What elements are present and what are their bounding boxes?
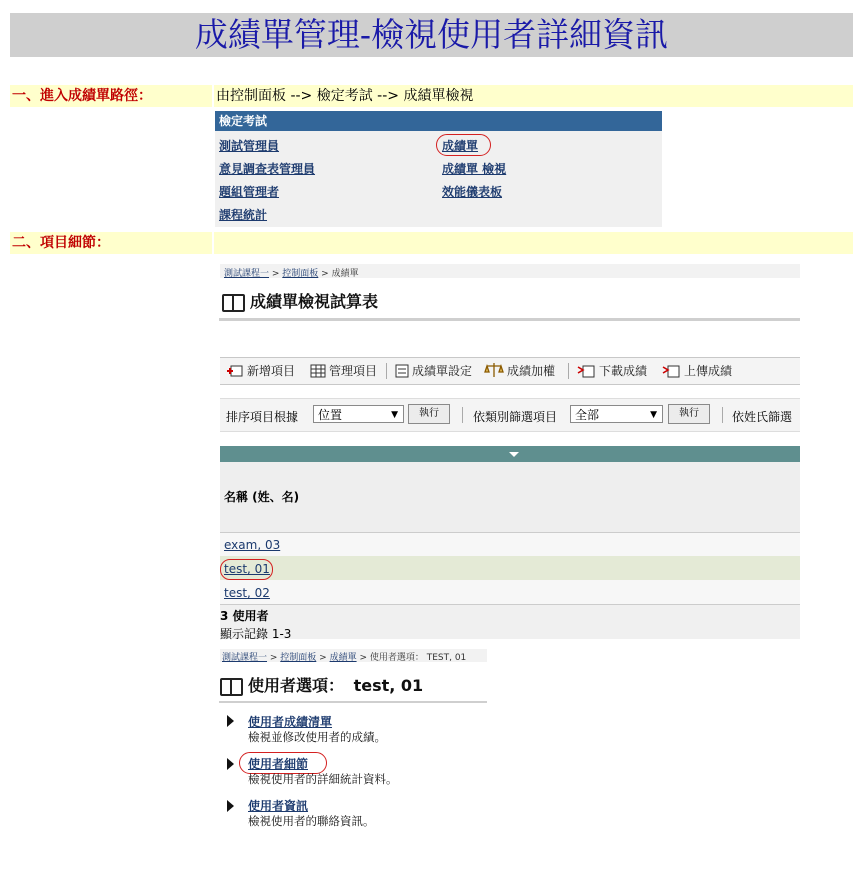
- column-header-cell: [220, 462, 800, 533]
- menu-item-gradebook-view[interactable]: 成績單 檢視: [442, 162, 507, 176]
- exam-menu-header: 檢定考試: [215, 111, 662, 131]
- upload-label: 上傳成績: [684, 364, 733, 378]
- add-item-label: 新增項目: [247, 364, 296, 378]
- upload-grades-button[interactable]: [661, 358, 732, 384]
- breadcrumb-control-panel[interactable]: 控制面板: [280, 653, 317, 663]
- section2-label: 二、項目細節：: [12, 235, 110, 251]
- menu-item-test-manager[interactable]: 測試管理員: [219, 139, 280, 153]
- toolbar-separator: [568, 363, 569, 379]
- breadcrumb: 測試課程一 > 控制面板 > 成績單 > 使用者選項： TEST, 01: [222, 653, 467, 663]
- user-options-heading-label: 使用者選項：: [248, 676, 345, 695]
- table-header-bar: [220, 446, 800, 462]
- gradebook-settings-button[interactable]: [395, 358, 472, 384]
- manage-items-button[interactable]: [310, 358, 377, 384]
- table-row-highlighted: [220, 556, 800, 580]
- breadcrumb: 測試課程一 > 控制面板 > 成績單: [224, 269, 359, 279]
- sort-select[interactable]: [313, 405, 404, 423]
- user-link-exam-03[interactable]: exam, 03: [224, 538, 281, 552]
- page-title: 成績單管理-檢視使用者詳細資訊: [10, 13, 853, 57]
- chevron-down-icon: ▼: [391, 410, 398, 420]
- user-info-link[interactable]: 使用者資訊: [248, 799, 309, 813]
- manage-items-label: 管理項目: [329, 364, 378, 378]
- breadcrumb-control-panel[interactable]: 控制面板: [282, 269, 319, 279]
- records-shown: 顯示記錄 1-3: [220, 627, 292, 641]
- user-details-desc: 檢視使用者的詳細統計資料。: [248, 772, 398, 786]
- navigation-path: 由控制面板 --> 檢定考試 --> 成績單檢視: [216, 88, 474, 104]
- download-label: 下載成績: [599, 364, 648, 378]
- heading-divider: [219, 318, 800, 321]
- menu-item-performance-dashboard[interactable]: 效能儀表板: [442, 185, 503, 199]
- breadcrumb-gradebook[interactable]: 成績單: [329, 653, 357, 663]
- gradebook-heading: [222, 289, 378, 312]
- settings-icon: [395, 364, 409, 378]
- download-icon: [576, 364, 596, 378]
- breadcrumb-current: 成績單: [331, 269, 359, 279]
- gradebook-heading-text: 成績單檢視試算表: [250, 292, 379, 311]
- filter-separator: [462, 407, 463, 423]
- breadcrumb-course[interactable]: 測試課程一: [222, 653, 268, 663]
- triangle-bullet-icon: [227, 800, 234, 812]
- menu-item-gradebook[interactable]: 成績單: [442, 139, 479, 153]
- sort-select-value: 位置: [318, 408, 343, 422]
- upload-icon: [661, 364, 681, 378]
- user-grades-list-desc: 檢視並修改使用者的成績。: [248, 730, 386, 744]
- weighting-label: 成績加權: [507, 364, 556, 378]
- user-grades-list-link[interactable]: 使用者成績清單: [248, 715, 333, 729]
- user-count: 3 使用者: [220, 609, 269, 623]
- menu-item-pool-manager[interactable]: 題組管理者: [219, 185, 280, 199]
- category-select[interactable]: [570, 405, 663, 423]
- manage-items-icon: [310, 364, 326, 378]
- collapse-arrow-icon[interactable]: [509, 452, 519, 457]
- gradebook-toolbar: [220, 357, 800, 385]
- filter-separator: [722, 407, 723, 423]
- column-header-name[interactable]: 名稱 (姓、名): [224, 490, 300, 504]
- user-options-heading: [220, 673, 423, 696]
- table-row: [220, 533, 800, 556]
- user-info-desc: 檢視使用者的聯絡資訊。: [248, 814, 375, 828]
- heading-divider: [219, 701, 487, 703]
- section1-divider: [212, 85, 214, 107]
- run-sort-button[interactable]: 執行: [408, 404, 450, 424]
- menu-item-survey-manager[interactable]: 意見調查表管理員: [219, 162, 316, 176]
- toolbar-separator: [386, 363, 387, 379]
- category-filter-label: 依類別篩選項目: [473, 410, 558, 424]
- add-item-button[interactable]: [226, 358, 295, 384]
- triangle-bullet-icon: [227, 715, 234, 727]
- name-filter-label: 依姓氏篩選: [732, 410, 793, 424]
- table-row: [220, 580, 800, 605]
- run-category-button[interactable]: 執行: [668, 404, 710, 424]
- breadcrumb-current: 使用者選項： TEST, 01: [369, 653, 467, 663]
- weighting-button[interactable]: [484, 358, 555, 384]
- chevron-down-icon: ▼: [650, 410, 657, 420]
- table-footer: [220, 605, 800, 639]
- book-icon: [220, 678, 242, 694]
- user-link-test-01[interactable]: test, 01: [224, 562, 270, 576]
- download-grades-button[interactable]: [576, 358, 647, 384]
- book-icon: [222, 294, 244, 310]
- user-details-link[interactable]: 使用者細節: [248, 757, 309, 771]
- sort-label: 排序項目根據: [226, 410, 299, 424]
- user-options-heading-user: test, 01: [353, 676, 424, 695]
- section2-row: [10, 232, 853, 254]
- scale-icon: [484, 362, 504, 378]
- breadcrumb-course[interactable]: 測試課程一: [224, 269, 270, 279]
- section1-label: 一、進入成績單路徑：: [12, 88, 152, 104]
- category-select-value: 全部: [575, 408, 600, 422]
- settings-label: 成績單設定: [412, 364, 473, 378]
- menu-item-course-statistics[interactable]: 課程統計: [219, 208, 268, 222]
- add-item-icon: [226, 364, 244, 378]
- triangle-bullet-icon: [227, 758, 234, 770]
- section2-divider: [212, 232, 214, 254]
- filter-bar: [220, 398, 800, 432]
- user-link-test-02[interactable]: test, 02: [224, 586, 270, 600]
